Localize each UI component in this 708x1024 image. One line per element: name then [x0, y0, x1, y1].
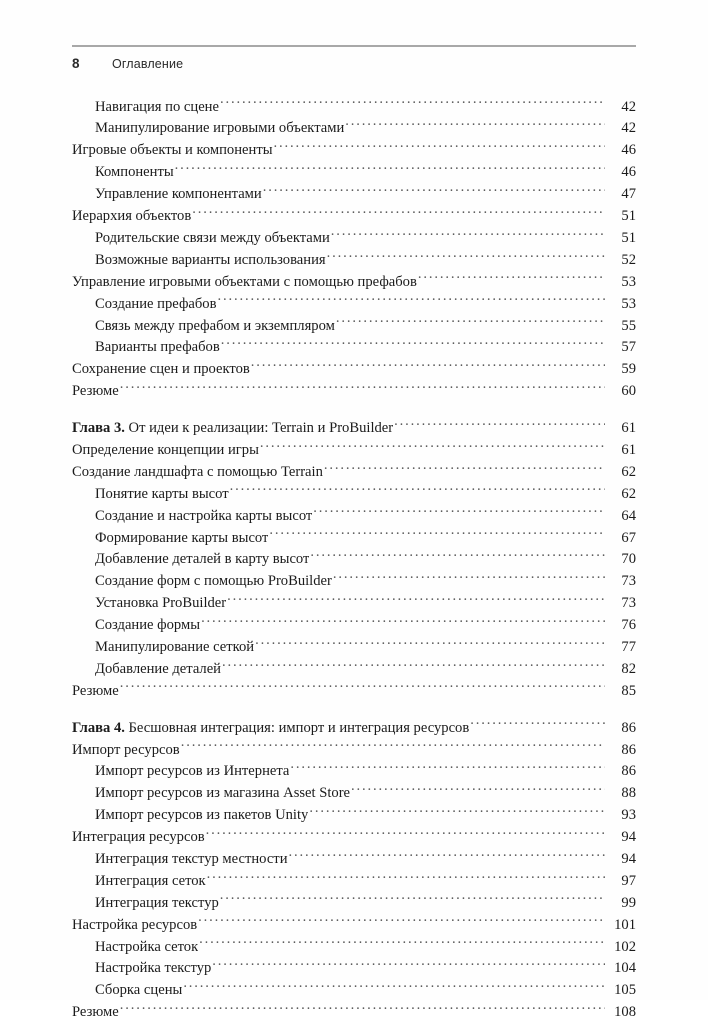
toc-entry-label: Импорт ресурсов	[72, 741, 180, 758]
toc-page-number: 86	[621, 763, 636, 780]
toc-dot-leader	[192, 205, 605, 220]
toc-dot-leader	[220, 892, 605, 907]
toc-entry-label: Создание формы	[95, 617, 201, 634]
toc-entry-row[interactable]	[72, 527, 636, 549]
toc-page-number: 47	[621, 186, 636, 203]
running-head	[72, 45, 636, 71]
toc-entry-label: Резюме	[72, 1004, 119, 1021]
toc-entry-label: Компоненты	[95, 164, 174, 181]
toc-dot-leader	[327, 249, 605, 264]
toc-entry-label: Управление компонентами	[95, 186, 262, 203]
toc-page-number: 42	[621, 98, 636, 115]
toc-entry-row[interactable]	[72, 483, 636, 505]
toc-dot-leader	[183, 980, 605, 995]
toc-entry-row[interactable]	[72, 549, 636, 571]
toc-page-number: 62	[621, 463, 636, 480]
toc-page-number: 70	[621, 551, 636, 568]
toc-entry-row[interactable]	[72, 140, 636, 162]
toc-entry-label: Сохранение сцен и проектов	[72, 361, 250, 378]
toc-entry-row[interactable]	[72, 315, 636, 337]
toc-entry-label: Импорт ресурсов из пакетов Unity	[95, 807, 309, 824]
toc-dot-leader	[269, 527, 605, 542]
toc-entry-row[interactable]	[72, 680, 636, 702]
toc-page-number: 82	[621, 660, 636, 677]
toc-entry-label	[72, 418, 393, 439]
toc-dot-leader	[290, 761, 605, 776]
toc-entry-row[interactable]	[72, 958, 636, 980]
toc-entry-label: Иерархия объектов	[72, 208, 192, 225]
toc-page-number: 105	[614, 982, 636, 999]
toc-entry-label: Манипулирование игровыми объектами	[95, 120, 345, 137]
toc-page-number: 108	[614, 1004, 636, 1021]
toc-entry-row[interactable]	[72, 359, 636, 381]
toc-entry-row[interactable]	[72, 1002, 636, 1024]
toc-entry-label: Варианты префабов	[95, 339, 220, 356]
toc-page-number: 76	[621, 617, 636, 634]
toc-page-number: 102	[614, 938, 636, 955]
toc-page-number: 51	[621, 229, 636, 246]
page-title: Оглавление	[112, 57, 184, 71]
toc-page-number: 53	[621, 295, 636, 312]
toc-entry-row[interactable]	[72, 848, 636, 870]
toc-entry-label: Создание префабов	[95, 295, 217, 312]
toc-dot-leader	[345, 118, 605, 133]
toc-dot-leader	[313, 505, 605, 520]
toc-entry-label: Добавление деталей	[95, 660, 221, 677]
toc-dot-leader	[120, 680, 605, 695]
toc-page-number: 62	[621, 485, 636, 502]
toc-dot-leader	[470, 717, 605, 732]
table-of-contents	[72, 96, 636, 1024]
toc-entry-row[interactable]	[72, 571, 636, 593]
toc-entry-label: Создание и настройка карты высот	[95, 507, 313, 524]
toc-entry-label: Игровые объекты и компоненты	[72, 142, 273, 159]
toc-entry-row[interactable]	[72, 505, 636, 527]
toc-page-number: 94	[621, 850, 636, 867]
toc-dot-leader	[255, 636, 605, 651]
toc-page-number: 53	[621, 273, 636, 290]
toc-page-number: 61	[621, 441, 636, 458]
toc-entry-label: Интеграция ресурсов	[72, 829, 205, 846]
toc-dot-leader	[333, 571, 605, 586]
toc-chapter-number: Глава 3.	[72, 420, 125, 437]
toc-dot-leader	[394, 417, 605, 432]
toc-page-number: 57	[621, 339, 636, 356]
toc-dot-leader	[331, 227, 605, 242]
toc-entry-label: Установка ProBuilder	[95, 595, 227, 612]
toc-entry-row[interactable]	[72, 783, 636, 805]
toc-dot-leader	[351, 783, 605, 798]
toc-entry-row[interactable]	[72, 892, 636, 914]
toc-chapter-row[interactable]	[72, 717, 636, 739]
toc-entry-row[interactable]	[72, 936, 636, 958]
toc-entry-label: Возможные варианты использования	[95, 251, 326, 268]
toc-page-number: 101	[614, 916, 636, 933]
toc-chapter-title: Бесшовная интеграция: импорт и интеграция ресурсов	[124, 719, 470, 736]
toc-page-number: 86	[621, 741, 636, 758]
toc-entry-label: Интеграция текстур	[95, 894, 219, 911]
toc-page-number: 61	[621, 420, 636, 437]
toc-entry-label: Интеграция текстур местности	[95, 850, 288, 867]
toc-dot-leader	[263, 184, 605, 199]
toc-dot-leader	[336, 315, 605, 330]
toc-dot-leader	[289, 848, 606, 863]
toc-dot-leader	[212, 958, 605, 973]
toc-dot-leader	[199, 936, 605, 951]
toc-page-number: 88	[621, 785, 636, 802]
toc-entry-row[interactable]	[72, 118, 636, 140]
toc-entry-row[interactable]	[72, 761, 636, 783]
toc-entry-row[interactable]	[72, 271, 636, 293]
toc-page-number: 64	[621, 507, 636, 524]
toc-page-number: 42	[621, 120, 636, 137]
toc-entry-label: Настройка ресурсов	[72, 916, 198, 933]
toc-entry-row[interactable]	[72, 980, 636, 1002]
toc-entry-label: Родительские связи между объектами	[95, 229, 330, 246]
toc-dot-leader	[220, 96, 605, 111]
toc-dot-leader	[181, 739, 605, 754]
toc-entry-row[interactable]	[72, 739, 636, 761]
toc-page-number: 104	[614, 960, 636, 977]
toc-page-number: 55	[621, 317, 636, 334]
toc-entry-row[interactable]	[72, 293, 636, 315]
toc-dot-leader	[222, 658, 605, 673]
toc-entry-row[interactable]	[72, 593, 636, 615]
toc-entry-label: Формирование карты высот	[95, 529, 269, 546]
toc-chapter-number: Глава 4.	[72, 719, 125, 736]
toc-dot-leader	[207, 870, 605, 885]
toc-entry-label	[72, 718, 469, 739]
toc-dot-leader	[120, 381, 605, 396]
toc-page-number: 51	[621, 208, 636, 225]
toc-dot-leader	[221, 337, 605, 352]
toc-dot-leader	[198, 914, 605, 929]
toc-entry-label: Настройка текстур	[95, 960, 212, 977]
toc-entry-label: Интеграция сеток	[95, 872, 206, 889]
toc-entry-row[interactable]	[72, 614, 636, 636]
toc-entry-label: Сборка сцены	[95, 982, 183, 999]
toc-dot-leader	[218, 293, 606, 308]
toc-entry-label: Создание ландшафта с помощью Terrain	[72, 463, 323, 480]
toc-entry-row[interactable]	[72, 827, 636, 849]
toc-page-number: 99	[621, 894, 636, 911]
toc-dot-leader	[120, 1002, 605, 1017]
toc-entry-row[interactable]	[72, 461, 636, 483]
header-line	[72, 56, 636, 71]
toc-dot-leader	[201, 614, 605, 629]
toc-page-number: 93	[621, 807, 636, 824]
toc-page-number: 46	[621, 142, 636, 159]
toc-page-number: 73	[621, 573, 636, 590]
header-rule	[72, 45, 636, 47]
toc-entry-row[interactable]	[72, 439, 636, 461]
toc-entry-label: Определение концепции игры	[72, 441, 259, 458]
toc-page-number: 97	[621, 872, 636, 889]
toc-page-number: 77	[621, 638, 636, 655]
toc-page-number: 67	[621, 529, 636, 546]
toc-entry-label: Манипулирование сеткой	[95, 638, 255, 655]
toc-entry-row[interactable]	[72, 249, 636, 271]
toc-entry-row[interactable]	[72, 658, 636, 680]
toc-entry-row[interactable]	[72, 162, 636, 184]
toc-dot-leader	[418, 271, 605, 286]
toc-dot-leader	[260, 439, 605, 454]
toc-dot-leader	[309, 805, 605, 820]
toc-page-number: 85	[621, 682, 636, 699]
toc-entry-row[interactable]	[72, 636, 636, 658]
toc-dot-leader	[324, 461, 605, 476]
toc-dot-leader	[175, 162, 605, 177]
toc-entry-label: Навигация по сцене	[95, 98, 219, 115]
toc-dot-leader	[310, 549, 605, 564]
toc-page-number: 86	[621, 719, 636, 736]
toc-entry-row[interactable]	[72, 227, 636, 249]
toc-page-number: 46	[621, 164, 636, 181]
toc-page-number: 59	[621, 361, 636, 378]
toc-page-number: 60	[621, 383, 636, 400]
toc-entry-label: Резюме	[72, 383, 119, 400]
toc-page-number: 52	[621, 251, 636, 268]
toc-dot-leader	[230, 483, 605, 498]
toc-dot-leader	[206, 827, 605, 842]
toc-entry-row[interactable]	[72, 96, 636, 118]
toc-entry-row[interactable]	[72, 337, 636, 359]
toc-entry-row[interactable]	[72, 381, 636, 403]
toc-entry-row[interactable]	[72, 914, 636, 936]
toc-entry-row[interactable]	[72, 184, 636, 206]
page-folio-number: 8	[72, 56, 80, 71]
toc-chapter-title: От идеи к реализации: Terrain и ProBuilder	[124, 420, 394, 437]
toc-page-number: 94	[621, 829, 636, 846]
toc-entry-label: Импорт ресурсов из Интернета	[95, 763, 290, 780]
toc-entry-label: Понятие карты высот	[95, 485, 229, 502]
toc-dot-leader	[274, 140, 606, 155]
toc-entry-label: Настройка сеток	[95, 938, 199, 955]
toc-chapter-row[interactable]	[72, 417, 636, 439]
toc-page-number: 73	[621, 595, 636, 612]
toc-entry-row[interactable]	[72, 870, 636, 892]
toc-entry-row[interactable]	[72, 205, 636, 227]
toc-dot-leader	[227, 593, 605, 608]
toc-entry-label: Связь между префабом и экземпляром	[95, 317, 335, 334]
toc-entry-row[interactable]	[72, 805, 636, 827]
toc-entry-label: Добавление деталей в карту высот	[95, 551, 310, 568]
toc-entry-label: Импорт ресурсов из магазина Asset Store	[95, 785, 351, 802]
toc-entry-label: Создание форм с помощью ProBuilder	[95, 573, 332, 590]
toc-entry-label: Управление игровыми объектами с помощью префабов	[72, 273, 417, 290]
toc-dot-leader	[251, 359, 605, 374]
toc-entry-label: Резюме	[72, 682, 119, 699]
